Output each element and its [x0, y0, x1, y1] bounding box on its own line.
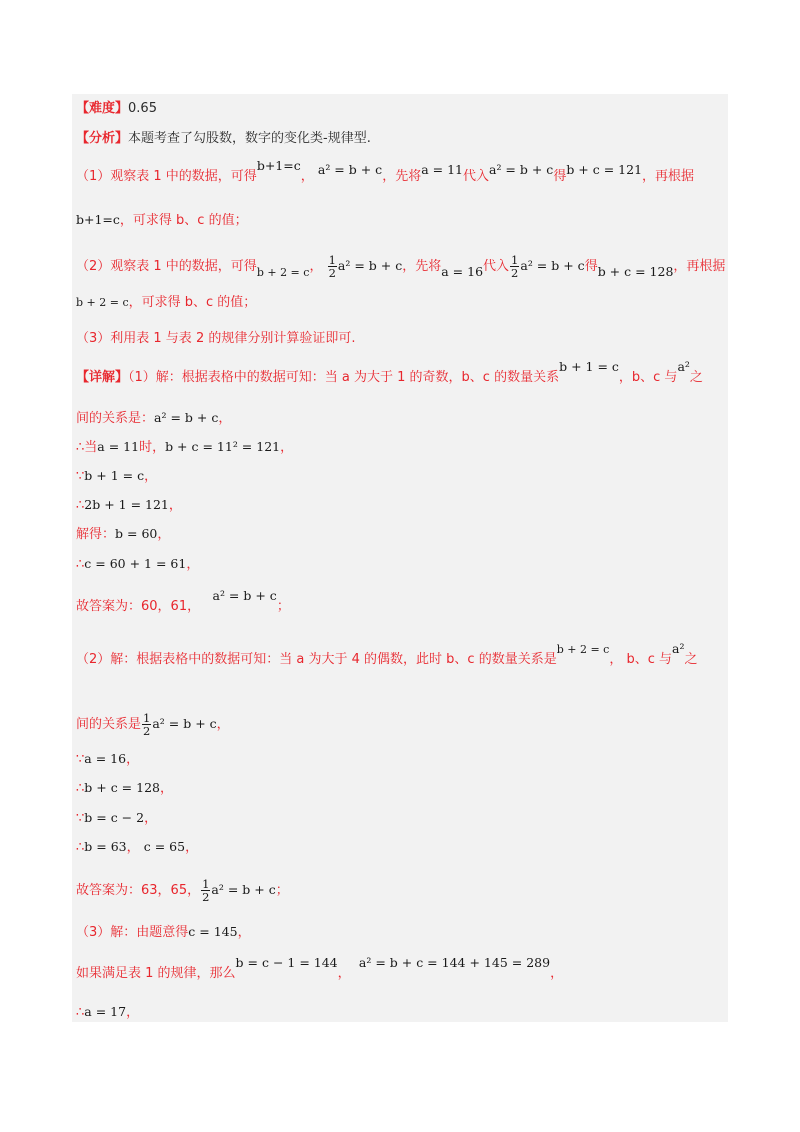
t3-eq: b = c − 2 [84, 810, 145, 825]
t3-end: ， [144, 811, 158, 826]
detail-part3-final [76, 1004, 139, 1021]
s2-pre: ∵ [76, 469, 85, 484]
a1-sep1: ， [300, 169, 314, 184]
t1-end: ， [126, 752, 140, 767]
frac-num: 1 [328, 253, 336, 267]
d1-line2: 间的关系是： [76, 411, 155, 426]
ans2-eq: a² = b + c [211, 882, 276, 897]
a2-half-frac [328, 254, 337, 279]
s3-end: ， [168, 498, 182, 513]
t4-eq1: b = 63 [84, 839, 127, 854]
analysis-part2-line2 [76, 295, 256, 311]
d1-a2: a² [677, 359, 690, 374]
s1-end: ， [280, 440, 294, 455]
detail-answer1 [76, 588, 290, 615]
a1-tail: ，再根据 [642, 169, 695, 184]
t1-pre: ∵ [76, 752, 85, 767]
ans2-end: ； [275, 883, 289, 898]
d2-line2: 间的关系是 [76, 717, 142, 732]
frac-den: 2 [143, 724, 151, 738]
d2-a2: a² [672, 641, 685, 656]
detail-part2-line [76, 641, 698, 668]
d1-eq: b + 1 = c [559, 359, 619, 374]
ans2-half-frac [201, 878, 210, 903]
a1-mid1: ，先将 [382, 169, 422, 184]
ans1-eq: a² = b + c [212, 588, 277, 603]
d3-line2-eq1: b = c − 1 = 144 [235, 955, 338, 970]
t3-pre: ∵ [76, 811, 85, 826]
detail-part1-line [76, 359, 703, 386]
d2-line2-end: ， [216, 717, 230, 732]
d3-final-eq: a = 17 [84, 1004, 127, 1019]
s1-mid: 时， [139, 440, 166, 455]
d1-text: （1）解：根据表格中的数据可知：当 a 为大于 1 的奇数，b、c 的数量关系 [128, 370, 560, 385]
a2-sep1: ， [309, 259, 323, 274]
d3-line2-eq2: a² = b + c = 144 + 145 = 289 [358, 955, 551, 970]
a2-eq2: a² = b + c [337, 258, 403, 273]
d3-pre: （3）解：由题意得 [76, 925, 189, 940]
detail-step4 [76, 526, 170, 543]
s4-pre: 解得： [76, 527, 116, 542]
a2-lead: （2）观察表 1 中的数据，可得 [76, 259, 257, 274]
a2-eq1: b + 2 = c [256, 266, 310, 279]
a1-eq1: b+1=c [256, 158, 301, 173]
s5-end: ， [186, 557, 200, 572]
detail-part3-line [76, 924, 251, 941]
frac-den: 2 [328, 266, 336, 280]
detail-t4 [76, 839, 198, 856]
frac-num: 1 [511, 253, 519, 267]
ans2-pre: 故答案为：63，65， [76, 883, 201, 898]
a2-half-frac-2 [510, 254, 519, 279]
analysis-text: 本题考查了勾股数，数字的变化类-规律型. [128, 131, 371, 146]
a2-line2-text: ，可求得 b、c 的值； [128, 295, 257, 310]
s1-pre: ∴当 [76, 440, 98, 455]
d2-half-frac [142, 712, 151, 737]
detail-step2 [76, 468, 157, 485]
d2-text: （2）解：根据表格中的数据可知：当 a 为大于 4 的偶数，此时 b、c 的数量关系是 [76, 652, 557, 667]
analysis-part3-line [76, 331, 355, 347]
t2-end: ， [159, 781, 173, 796]
a1-eq4: a² = b + c [489, 162, 554, 177]
d3-end: ， [237, 925, 251, 940]
t4-end: ， [185, 840, 199, 855]
t4-pre: ∴ [76, 840, 85, 855]
s3-eq: 2b + 1 = 121 [84, 497, 169, 512]
a2-line2-eq: b + 2 = c [76, 296, 129, 309]
d3-line2-mid: ， [337, 966, 351, 981]
a1-mid2: 代入 [462, 169, 489, 184]
s2-end: ， [144, 469, 158, 484]
a2-mid3: 得 [584, 259, 598, 274]
a1-line2-eq: b+1=c [76, 212, 120, 227]
detail-label: 【详解】 [76, 370, 129, 385]
d2-tail1: ， b、c 与 [609, 652, 672, 667]
analysis-part2-line [76, 254, 725, 279]
frac-den: 2 [511, 266, 519, 280]
d3-final-pre: ∴ [76, 1005, 85, 1020]
d1-tail2: 之 [689, 370, 703, 385]
analysis-label: 【分析】 [76, 131, 129, 146]
a2-mid2: 代入 [483, 259, 510, 274]
t4-eq2: c = 65 [143, 839, 186, 854]
t1-eq: a = 16 [84, 751, 127, 766]
d2-tail2: 之 [684, 652, 698, 667]
a3-text: （3）利用表 1 与表 2 的规律分别计算验证即可. [76, 331, 356, 346]
detail-part2-line2 [76, 712, 230, 737]
d1-line2-eq: a² = b + c [154, 410, 219, 425]
t4-mid: ， [126, 840, 140, 855]
a2-mid1: ，先将 [402, 259, 442, 274]
ans1-pre: 故答案为：60，61， [76, 599, 201, 614]
detail-part1-line2 [76, 410, 231, 427]
detail-t1 [76, 751, 139, 768]
a1-lead: （1）观察表 1 中的数据，可得 [76, 169, 257, 184]
s4-eq: b = 60 [115, 526, 158, 541]
s3-pre: ∴ [76, 498, 85, 513]
d2-eq: b + 2 = c [556, 643, 610, 656]
d1-line2-end: ， [218, 411, 232, 426]
detail-step1 [76, 439, 293, 456]
a2-eq4: a² = b + c [520, 258, 585, 273]
a1-line2-text: ，可求得 b、c 的值； [119, 213, 248, 228]
detail-t2 [76, 780, 173, 797]
t2-eq: b + c = 128 [84, 780, 160, 795]
d3-final-end: ， [126, 1005, 140, 1020]
analysis-part1-line2 [76, 212, 248, 229]
d2-line2-eq: a² = b + c [152, 716, 217, 731]
d3-eq: c = 145 [188, 924, 238, 939]
t2-pre: ∴ [76, 781, 85, 796]
s1-eq1: a = 11 [97, 439, 140, 454]
frac-num: 1 [143, 711, 151, 725]
detail-step3 [76, 497, 182, 514]
analysis-line [76, 131, 371, 147]
a2-eq3: a = 16 [441, 264, 484, 279]
a1-mid3: 得 [553, 169, 567, 184]
s2-eq: b + 1 = c [84, 468, 145, 483]
frac-den: 2 [202, 890, 210, 904]
detail-part3-line2 [76, 955, 564, 982]
a1-eq2: a² = b + c [317, 162, 383, 177]
detail-answer2 [76, 878, 289, 903]
a2-tail: ，再根据 [673, 259, 726, 274]
d3-line2: 如果满足表 1 的规律，那么 [76, 966, 236, 981]
detail-step5 [76, 556, 199, 573]
a1-eq5: b + c = 121 [566, 162, 643, 177]
d3-line2-end: ， [550, 966, 564, 981]
d1-tail1: ，b、c 与 [618, 370, 678, 385]
a2-eq5: b + c = 128 [597, 264, 674, 279]
difficulty-line [76, 101, 157, 117]
s4-end: ， [157, 527, 171, 542]
s1-eq2: b + c = 11² = 121 [165, 439, 281, 454]
ans1-end: ； [276, 599, 290, 614]
s5-eq: c = 60 + 1 = 61 [84, 556, 187, 571]
a1-eq3: a = 11 [421, 162, 463, 177]
frac-num: 1 [202, 877, 210, 891]
difficulty-value: 0.65 [128, 101, 157, 116]
detail-t3 [76, 810, 157, 827]
difficulty-label: 【难度】 [76, 101, 129, 116]
s5-pre: ∴ [76, 557, 85, 572]
analysis-part1-line [76, 158, 695, 185]
